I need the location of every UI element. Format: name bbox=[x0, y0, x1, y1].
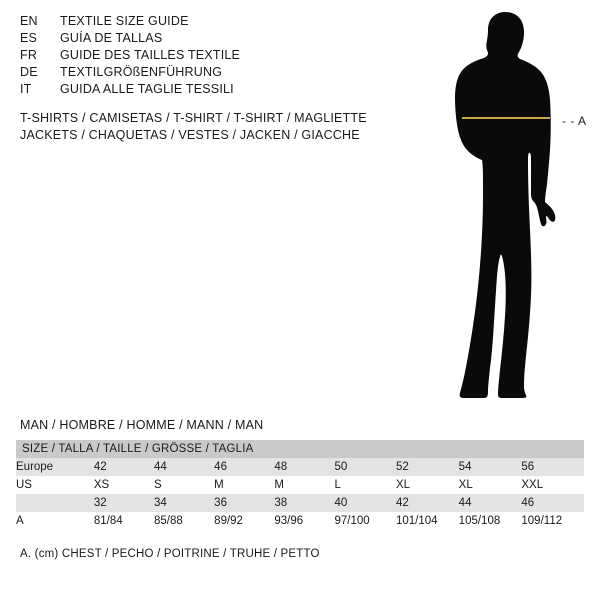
cell: 93/96 bbox=[274, 512, 334, 530]
table-header-row bbox=[16, 440, 584, 458]
cell: XS bbox=[94, 476, 154, 494]
cell: 44 bbox=[154, 458, 214, 476]
cell: 32 bbox=[94, 494, 154, 512]
cell: 36 bbox=[214, 494, 274, 512]
cell: 42 bbox=[396, 494, 459, 512]
table-row bbox=[16, 476, 584, 494]
model-silhouette bbox=[400, 8, 600, 408]
cell: 105/108 bbox=[459, 512, 522, 530]
language-title: TEXTILGRÖßENFÜHRUNG bbox=[60, 65, 223, 79]
garment-categories bbox=[20, 110, 420, 144]
cell: 48 bbox=[274, 458, 334, 476]
language-code: DE bbox=[20, 65, 38, 79]
table-header-label: SIZE / TALLA / TAILLE / GRÖSSE / TAGLIA bbox=[22, 443, 254, 455]
language-code: FR bbox=[20, 48, 38, 62]
table-row bbox=[16, 458, 584, 476]
cell: 54 bbox=[459, 458, 522, 476]
cell: 40 bbox=[335, 494, 396, 512]
cell: 81/84 bbox=[94, 512, 154, 530]
language-row bbox=[20, 14, 390, 31]
language-header-block bbox=[20, 14, 390, 99]
silhouette-svg bbox=[400, 8, 600, 408]
language-title: GUIDE DES TAILLES TEXTILE bbox=[60, 48, 241, 62]
language-code: EN bbox=[20, 14, 38, 28]
cell: 85/88 bbox=[154, 512, 214, 530]
cell: 56 bbox=[521, 458, 584, 476]
language-row bbox=[20, 65, 390, 82]
language-title: GUIDA ALLE TAGLIE TESSILI bbox=[60, 82, 234, 96]
language-row bbox=[20, 48, 390, 65]
cell: XL bbox=[396, 476, 459, 494]
size-table bbox=[16, 440, 584, 530]
row-label: A bbox=[16, 512, 94, 530]
chest-measure-label: - - A bbox=[562, 114, 587, 128]
table-row bbox=[16, 494, 584, 512]
language-row bbox=[20, 82, 390, 99]
man-silhouette-shape bbox=[455, 12, 555, 398]
cell: 89/92 bbox=[214, 512, 274, 530]
category-tshirts: T-SHIRTS / CAMISETAS / T-SHIRT / T-SHIRT / MAGLIETTE bbox=[20, 111, 367, 125]
language-title: GUÍA DE TALLAS bbox=[60, 31, 163, 45]
cell: S bbox=[154, 476, 214, 494]
table-row bbox=[16, 512, 584, 530]
cell: 34 bbox=[154, 494, 214, 512]
language-row bbox=[20, 31, 390, 48]
cell: L bbox=[335, 476, 396, 494]
cell: XXL bbox=[521, 476, 584, 494]
row-label: Europe bbox=[16, 458, 94, 476]
cell: 44 bbox=[459, 494, 522, 512]
cell: M bbox=[274, 476, 334, 494]
cell: 52 bbox=[396, 458, 459, 476]
table-title: MAN / HOMBRE / HOMME / MANN / MAN bbox=[20, 418, 264, 432]
cell: 109/112 bbox=[521, 512, 584, 530]
cell: 97/100 bbox=[335, 512, 396, 530]
cell: 42 bbox=[94, 458, 154, 476]
cell: XL bbox=[459, 476, 522, 494]
language-title: TEXTILE SIZE GUIDE bbox=[60, 14, 189, 28]
cell: M bbox=[214, 476, 274, 494]
cell: 101/104 bbox=[396, 512, 459, 530]
row-label: US bbox=[16, 476, 94, 494]
category-jackets: JACKETS / CHAQUETAS / VESTES / JACKEN / GIACCHE bbox=[20, 128, 360, 142]
row-label bbox=[16, 494, 94, 512]
cell: 50 bbox=[335, 458, 396, 476]
language-code: IT bbox=[20, 82, 32, 96]
language-code: ES bbox=[20, 31, 38, 45]
footnote: A. (cm) CHEST / PECHO / POITRINE / TRUHE / PETTO bbox=[20, 548, 320, 560]
cell: 46 bbox=[214, 458, 274, 476]
cell: 46 bbox=[521, 494, 584, 512]
cell: 38 bbox=[274, 494, 334, 512]
